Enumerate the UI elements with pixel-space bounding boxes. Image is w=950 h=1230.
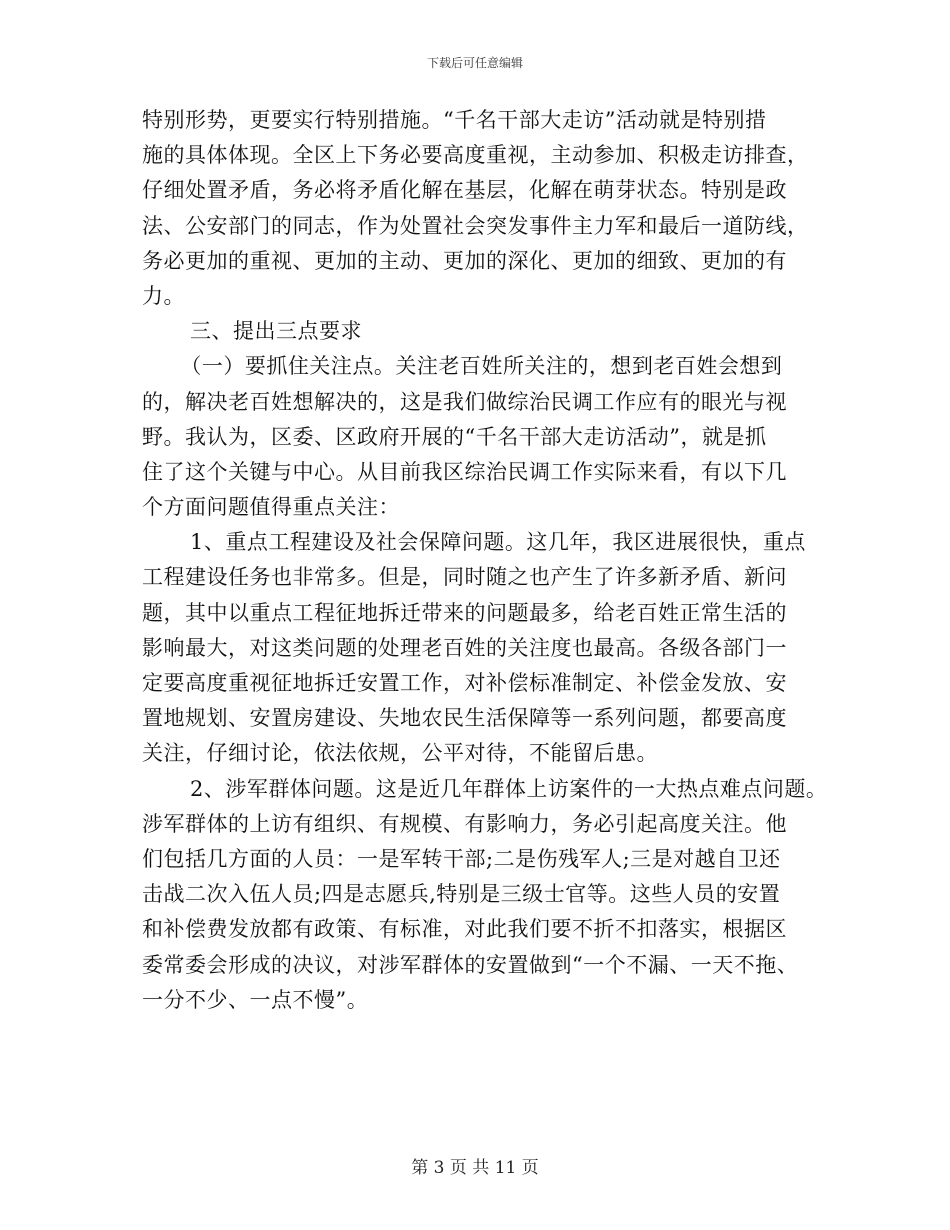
text-line: 施的具体体现。全区上下务必要高度重视，主动参加、积极走访排查， (142, 143, 809, 168)
text-line: 三、提出三点要求 (190, 319, 362, 344)
text-line: 影响最大，对这类问题的处理老百姓的关注度也最高。各级各部门一 (142, 635, 787, 660)
text-line: 2、涉军群体问题。这是近几年群体上访案件的一大热点难点问题。 (190, 776, 828, 801)
page-number: 第 3 页 共 11 页 (411, 1158, 539, 1178)
text-line: 一分不少、一点不慢”。 (142, 987, 369, 1012)
text-line: 击战二次入伍人员;四是志愿兵,特别是三级士官等。这些人员的安置 (142, 882, 781, 907)
page-header: 下载后可任意编辑 (426, 56, 523, 70)
text-line: 的，解决老百姓想解决的，这是我们做综治民调工作应有的眼光与视 (142, 389, 787, 414)
text-line: 们包括几方面的人员：一是军转干部;二是伤残军人;三是对越自卫还 (142, 846, 781, 871)
text-line: 题，其中以重点工程征地拆迁带来的问题最多，给老百姓正常生活的 (142, 600, 787, 625)
text-line: 务必更加的重视、更加的主动、更加的深化、更加的细致、更加的有 (142, 248, 787, 273)
text-line: 法、公安部门的同志，作为处置社会突发事件主力军和最后一道防线， (142, 213, 809, 238)
text-line: 1、重点工程建设及社会保障问题。这几年，我区进展很快，重点 (190, 530, 806, 555)
text-line: 和补偿费发放都有政策、有标准，对此我们要不折不扣落实，根据区 (142, 917, 787, 942)
text-line: 住了这个关键与中心。从目前我区综治民调工作实际来看，有以下几 (142, 459, 787, 484)
text-line: 个方面问题值得重点关注： (142, 495, 400, 520)
text-line: 定要高度重视征地拆迁安置工作，对补偿标准制定、补偿金发放、安 (142, 671, 787, 695)
text-line: 涉军群体的上访有组织、有规模、有影响力，务必引起高度关注。他 (142, 811, 787, 836)
text-line: 野。我认为，区委、区政府开展的“千名干部大走访活动”，就是抓 (142, 424, 767, 449)
text-line: 仔细处置矛盾，务必将矛盾化解在基层，化解在萌芽状态。特别是政 (142, 178, 787, 203)
text-line: 置地规划、安置房建设、失地农民生活保障等一系列问题，都要高度 (142, 706, 787, 731)
text-line: 委常委会形成的决议，对涉军群体的安置做到“一个不漏、一天不拖、 (142, 952, 799, 977)
text-line: （一）要抓住关注点。关注老百姓所关注的，想到老百姓会想到 (180, 354, 783, 379)
document-body (142, 103, 828, 1018)
text-line: 工程建设任务也非常多。但是，同时随之也产生了许多新矛盾、新问 (142, 565, 787, 590)
text-line: 关注，仔细讨论，依法依规，公平对待，不能留后患。 (142, 741, 658, 766)
text-line: 力。 (142, 283, 185, 308)
text-line: 特别形势，更要实行特别措施。“千名干部大走访”活动就是特别措 (142, 108, 767, 132)
